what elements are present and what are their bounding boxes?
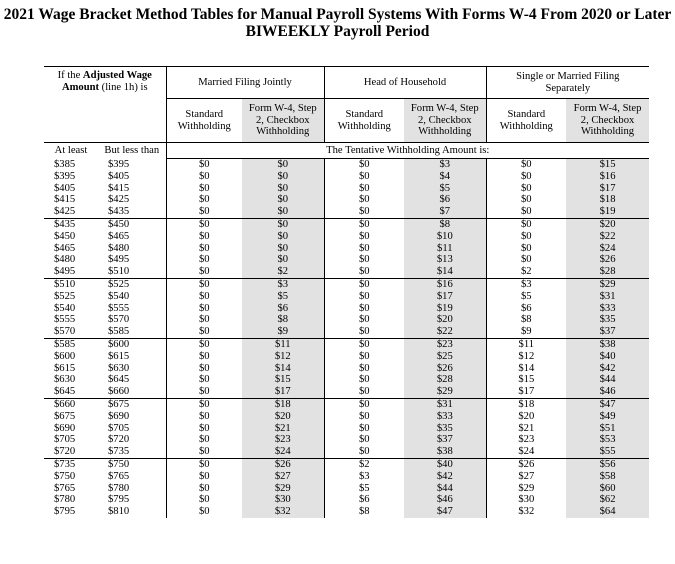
but-less-than-cell: $690 [108,410,130,422]
table-row [44,398,649,410]
single-standard-cell: $0 [486,171,566,183]
table-row [44,363,649,375]
adjusted-wage-header: If the Adjusted Wage Amount (line 1h) is [44,67,166,143]
but-less-than-cell: $555 [108,302,130,314]
single-checkbox-cell: $20 [566,218,649,230]
hoh-checkbox-cell: $10 [404,231,486,243]
at-least-cell: $465 [54,242,76,254]
mfj-standard-cell: $0 [166,206,242,218]
hoh-standard-cell: $0 [324,386,404,398]
married-filing-jointly-header: Married Filing Jointly [166,67,324,99]
mfj-checkbox-cell: $21 [242,423,324,435]
single-checkbox-cell: $17 [566,183,649,195]
hoh-checkbox-cell: $29 [404,386,486,398]
mfj-standard-cell: $0 [166,458,242,470]
single-standard-cell: $2 [486,266,566,278]
hoh-standard-cell: $0 [324,266,404,278]
at-least-cell: $425 [44,206,98,218]
mfj-standard-cell: $0 [166,411,242,423]
table-row [44,183,649,195]
mfj-standard-cell: $0 [166,506,242,518]
hoh-checkbox-cell: $23 [404,338,486,350]
but-less-than-cell: $705 [108,422,130,434]
single-standard-cell: $5 [486,291,566,303]
single-standard-cell: $8 [486,314,566,326]
table-row [44,374,649,386]
at-least-cell: $780 [54,494,76,506]
mfj-checkbox-cell: $0 [242,159,324,171]
hoh-checkbox-cell: $28 [404,374,486,386]
mfj-checkbox-cell: $2 [242,266,324,278]
single-checkbox-cell: $49 [566,411,649,423]
but-less-than-cell: $495 [108,254,130,266]
hoh-standard-cell: $0 [324,243,404,255]
mfj-standard-cell: $0 [166,483,242,495]
single-standard-cell: $0 [486,206,566,218]
but-less-than-cell: $720 [108,434,130,446]
at-least-cell: $765 [54,482,76,494]
single-standard-cell: $0 [486,159,566,171]
hoh-checkbox-cell: $35 [404,423,486,435]
hoh-checkbox-cell: $25 [404,351,486,363]
mfj-checkbox-cell: $6 [242,303,324,315]
mfj-checkbox-cell: $14 [242,363,324,375]
mfj-checkbox-cell: $15 [242,374,324,386]
mfj-standard-cell: $0 [166,363,242,375]
but-less-than-cell: $615 [108,350,130,362]
single-standard-cell: $30 [486,494,566,506]
mfj-standard-cell: $0 [166,434,242,446]
hoh-checkbox-cell: $6 [404,194,486,206]
mfj-checkbox-cell: $5 [242,291,324,303]
hoh-checkbox-cell: $11 [404,243,486,255]
but-less-than-cell: $780 [108,482,130,494]
single-standard-cell: $3 [486,278,566,290]
at-least-cell: $480 [54,254,76,266]
mfj-standard-cell: $0 [166,374,242,386]
at-least-cell: $495 [44,266,98,278]
table-row [44,326,649,338]
single-checkbox-cell: $42 [566,363,649,375]
hoh-standard-cell: $0 [324,398,404,410]
single-checkbox-cell: $56 [566,458,649,470]
mfj-checkbox-cell: $32 [242,506,324,518]
single-standard-cell: $0 [486,218,566,230]
hoh-checkbox-cell: $22 [404,326,486,338]
but-less-than-cell: $435 [98,206,166,218]
single-checkbox-cell: $55 [566,446,649,458]
table-row [44,266,649,278]
table-body [44,159,649,518]
single-checkbox-cell: $62 [566,494,649,506]
hoh-checkbox-cell: $5 [404,183,486,195]
hoh-checkbox-header: Form W-4, Step 2, Checkbox Withholding [404,99,486,143]
at-least-cell: $705 [54,434,76,446]
mfj-checkbox-cell: $23 [242,434,324,446]
hoh-checkbox-cell: $40 [404,458,486,470]
hoh-standard-cell: $0 [324,314,404,326]
single-checkbox-cell: $44 [566,374,649,386]
hoh-standard-cell: $0 [324,338,404,350]
mfj-checkbox-header: Form W-4, Step 2, Checkbox Withholding [242,99,324,143]
mfj-standard-cell: $0 [166,338,242,350]
hoh-checkbox-cell: $26 [404,363,486,375]
single-standard-cell: $21 [486,423,566,435]
hoh-checkbox-cell: $13 [404,254,486,266]
single-standard-cell: $24 [486,446,566,458]
but-less-than-cell: $570 [108,314,130,326]
mfj-checkbox-cell: $0 [242,194,324,206]
mfj-standard-cell: $0 [166,278,242,290]
table-row [44,278,649,290]
single-checkbox-cell: $40 [566,351,649,363]
single-checkbox-cell: $35 [566,314,649,326]
mfj-standard-cell: $0 [166,266,242,278]
but-less-than-cell: $600 [108,338,130,350]
mfj-checkbox-cell: $0 [242,254,324,266]
at-least-cell: $435 [54,218,76,230]
at-least-cell: $570 [44,326,98,338]
table-row [44,458,649,470]
table-row [44,506,649,518]
mfj-checkbox-cell: $12 [242,351,324,363]
but-less-than-cell: $765 [108,470,130,482]
single-standard-cell: $6 [486,303,566,315]
single-standard-cell: $0 [486,243,566,255]
single-checkbox-header: Form W-4, Step 2, Checkbox Withholding [566,99,649,143]
single-standard-cell: $15 [486,374,566,386]
at-least-cell: $450 [54,230,76,242]
at-least-cell: $525 [54,290,76,302]
but-less-than-cell: $425 [108,194,130,206]
single-checkbox-cell: $60 [566,483,649,495]
single-checkbox-cell: $37 [566,326,649,338]
table-row [44,434,649,446]
mfj-checkbox-cell: $30 [242,494,324,506]
table-row [44,206,649,218]
hoh-standard-cell: $0 [324,278,404,290]
but-less-than-cell: $585 [98,326,166,338]
hoh-standard-cell: $0 [324,351,404,363]
table-row [44,423,649,435]
table-row [44,314,649,326]
single-standard-cell: $18 [486,398,566,410]
single-standard-cell: $0 [486,254,566,266]
but-less-than-cell: $480 [108,242,130,254]
at-least-cell: $795 [54,506,76,518]
mfj-standard-cell: $0 [166,494,242,506]
table-row [44,338,649,350]
mfj-checkbox-cell: $24 [242,446,324,458]
single-checkbox-cell: $47 [566,398,649,410]
at-least-cell: $630 [54,374,76,386]
single-standard-cell: $11 [486,338,566,350]
hoh-standard-cell: $0 [324,171,404,183]
hoh-checkbox-cell: $16 [404,278,486,290]
mfj-checkbox-cell: $26 [242,458,324,470]
but-less-than-cell: $525 [108,278,130,290]
mfj-standard-cell: $0 [166,386,242,398]
but-less-than-cell: $450 [108,218,130,230]
hoh-standard-cell: $0 [324,411,404,423]
hoh-checkbox-cell: $42 [404,471,486,483]
at-least-cell: $555 [54,314,76,326]
hoh-standard-cell: $5 [324,483,404,495]
single-checkbox-cell: $19 [566,206,649,218]
hoh-checkbox-cell: $20 [404,314,486,326]
mfj-checkbox-cell: $11 [242,338,324,350]
single-checkbox-cell: $31 [566,291,649,303]
mfj-checkbox-cell: $0 [242,243,324,255]
table-row [44,411,649,423]
at-least-cell: $510 [54,278,76,290]
hoh-standard-cell: $0 [324,291,404,303]
single-checkbox-cell: $64 [566,506,649,518]
hoh-standard-cell: $0 [324,363,404,375]
at-least-cell: $540 [54,302,76,314]
mfj-standard-cell: $0 [166,243,242,255]
mfj-checkbox-cell: $20 [242,411,324,423]
at-least-cell: $585 [54,338,76,350]
at-least-cell: $415 [54,194,76,206]
table-row [44,351,649,363]
hoh-checkbox-cell: $38 [404,446,486,458]
mfj-standard-cell: $0 [166,303,242,315]
hoh-standard-cell: $0 [324,254,404,266]
but-less-than-cell: $660 [98,386,166,398]
mfj-checkbox-cell: $3 [242,278,324,290]
mfj-checkbox-cell: $0 [242,206,324,218]
table-row [44,218,649,230]
single-checkbox-cell: $46 [566,386,649,398]
single-checkbox-cell: $28 [566,266,649,278]
single-checkbox-cell: $51 [566,423,649,435]
single-checkbox-cell: $22 [566,231,649,243]
mfj-standard-cell: $0 [166,291,242,303]
at-least-cell: $385 [54,158,76,170]
table-row [44,194,649,206]
hoh-standard-cell: $8 [324,506,404,518]
mfj-standard-cell: $0 [166,254,242,266]
single-standard-cell: $17 [486,386,566,398]
but-less-than-cell: $810 [108,506,130,518]
at-least-cell: $405 [54,182,76,194]
mfj-standard-cell: $0 [166,231,242,243]
single-checkbox-cell: $18 [566,194,649,206]
mfj-checkbox-cell: $9 [242,326,324,338]
mfj-checkbox-cell: $27 [242,471,324,483]
hoh-standard-header: Standard Withholding [324,99,404,143]
hoh-standard-cell: $0 [324,206,404,218]
at-least-cell: $660 [54,398,76,410]
but-less-than-cell: $540 [108,290,130,302]
wage-bracket-table [44,66,649,518]
hoh-standard-cell: $0 [324,183,404,195]
table-row [44,494,649,506]
but-less-than-cell: $795 [108,494,130,506]
hoh-standard-cell: $0 [324,434,404,446]
head-of-household-header: Head of Household [324,67,486,99]
table-row [44,231,649,243]
at-least-cell: $615 [54,362,76,374]
hoh-checkbox-cell: $46 [404,494,486,506]
table-row [44,446,649,458]
hoh-checkbox-cell: $31 [404,398,486,410]
hoh-checkbox-cell: $14 [404,266,486,278]
mfj-checkbox-cell: $0 [242,218,324,230]
but-less-than-cell: $735 [98,446,166,458]
table-row [44,254,649,266]
single-checkbox-cell: $26 [566,254,649,266]
single-checkbox-cell: $33 [566,303,649,315]
mfj-standard-cell: $0 [166,171,242,183]
but-less-than-cell: $630 [108,362,130,374]
table-row [44,471,649,483]
hoh-standard-cell: $0 [324,194,404,206]
single-checkbox-cell: $53 [566,434,649,446]
hoh-standard-cell: $0 [324,326,404,338]
table-row [44,291,649,303]
mfj-standard-cell: $0 [166,446,242,458]
document-title [0,6,675,40]
mfj-standard-cell: $0 [166,159,242,171]
hoh-checkbox-cell: $47 [404,506,486,518]
single-checkbox-cell: $58 [566,471,649,483]
at-least-cell: $720 [44,446,98,458]
hoh-checkbox-cell: $37 [404,434,486,446]
title-line-1: 2021 Wage Bracket Method Tables for Manual Payroll Systems With Forms W-4 From 2020 or Later [3,6,672,23]
table-row [44,483,649,495]
single-standard-cell: $20 [486,411,566,423]
single-standard-cell: $32 [486,506,566,518]
hoh-checkbox-cell: $4 [404,171,486,183]
single-standard-cell: $0 [486,183,566,195]
hoh-checkbox-cell: $8 [404,218,486,230]
tentative-amount-caption: The Tentative Withholding Amount is: [166,143,649,159]
mfj-checkbox-cell: $0 [242,171,324,183]
at-least-header: At least [44,143,98,159]
hoh-checkbox-cell: $7 [404,206,486,218]
at-least-cell: $735 [54,458,76,470]
single-standard-cell: $29 [486,483,566,495]
single-standard-cell: $9 [486,326,566,338]
at-least-cell: $750 [54,470,76,482]
table-row [44,159,649,171]
hoh-checkbox-cell: $44 [404,483,486,495]
mfj-checkbox-cell: $18 [242,398,324,410]
single-standard-header: Standard Withholding [486,99,566,143]
single-standard-cell: $0 [486,194,566,206]
single-or-mfs-header: Single or Married Filing Separately [486,67,649,99]
but-less-than-cell: $415 [108,182,130,194]
hoh-checkbox-cell: $3 [404,159,486,171]
hoh-checkbox-cell: $19 [404,303,486,315]
mfj-checkbox-cell: $8 [242,314,324,326]
mfj-standard-cell: $0 [166,314,242,326]
single-standard-cell: $27 [486,471,566,483]
at-least-cell: $675 [54,410,76,422]
table-row [44,386,649,398]
single-checkbox-cell: $24 [566,243,649,255]
mfj-standard-header: Standard Withholding [166,99,242,143]
but-less-than-cell: $405 [108,170,130,182]
but-less-than-cell: $510 [98,266,166,278]
but-less-than-cell: $675 [108,398,130,410]
mfj-standard-cell: $0 [166,183,242,195]
hoh-checkbox-cell: $33 [404,411,486,423]
at-least-cell: $600 [54,350,76,362]
at-least-cell: $690 [54,422,76,434]
hoh-checkbox-cell: $17 [404,291,486,303]
mfj-standard-cell: $0 [166,326,242,338]
hoh-standard-cell: $6 [324,494,404,506]
single-standard-cell: $26 [486,458,566,470]
table-row [44,303,649,315]
single-checkbox-cell: $15 [566,159,649,171]
mfj-standard-cell: $0 [166,471,242,483]
but-less-than-header: But less than [98,143,166,159]
mfj-standard-cell: $0 [166,218,242,230]
hoh-standard-cell: $0 [324,231,404,243]
table-row [44,171,649,183]
hoh-standard-cell: $3 [324,471,404,483]
at-least-cell: $645 [44,386,98,398]
single-checkbox-cell: $38 [566,338,649,350]
single-checkbox-cell: $29 [566,278,649,290]
title-line-2: BIWEEKLY Payroll Period [245,23,430,40]
hoh-standard-cell: $0 [324,159,404,171]
but-less-than-cell: $750 [108,458,130,470]
hoh-standard-cell: $0 [324,446,404,458]
single-standard-cell: $14 [486,363,566,375]
table-row [44,243,649,255]
single-standard-cell: $12 [486,351,566,363]
hoh-standard-cell: $0 [324,374,404,386]
mfj-checkbox-cell: $0 [242,183,324,195]
hoh-standard-cell: $0 [324,423,404,435]
mfj-checkbox-cell: $17 [242,386,324,398]
at-least-cell: $395 [54,170,76,182]
single-standard-cell: $0 [486,231,566,243]
mfj-standard-cell: $0 [166,351,242,363]
hoh-standard-cell: $2 [324,458,404,470]
mfj-standard-cell: $0 [166,194,242,206]
mfj-standard-cell: $0 [166,423,242,435]
mfj-standard-cell: $0 [166,398,242,410]
mfj-checkbox-cell: $29 [242,483,324,495]
but-less-than-cell: $465 [108,230,130,242]
single-standard-cell: $23 [486,434,566,446]
but-less-than-cell: $645 [108,374,130,386]
hoh-standard-cell: $0 [324,218,404,230]
but-less-than-cell: $395 [108,158,130,170]
hoh-standard-cell: $0 [324,303,404,315]
mfj-checkbox-cell: $0 [242,231,324,243]
single-checkbox-cell: $16 [566,171,649,183]
